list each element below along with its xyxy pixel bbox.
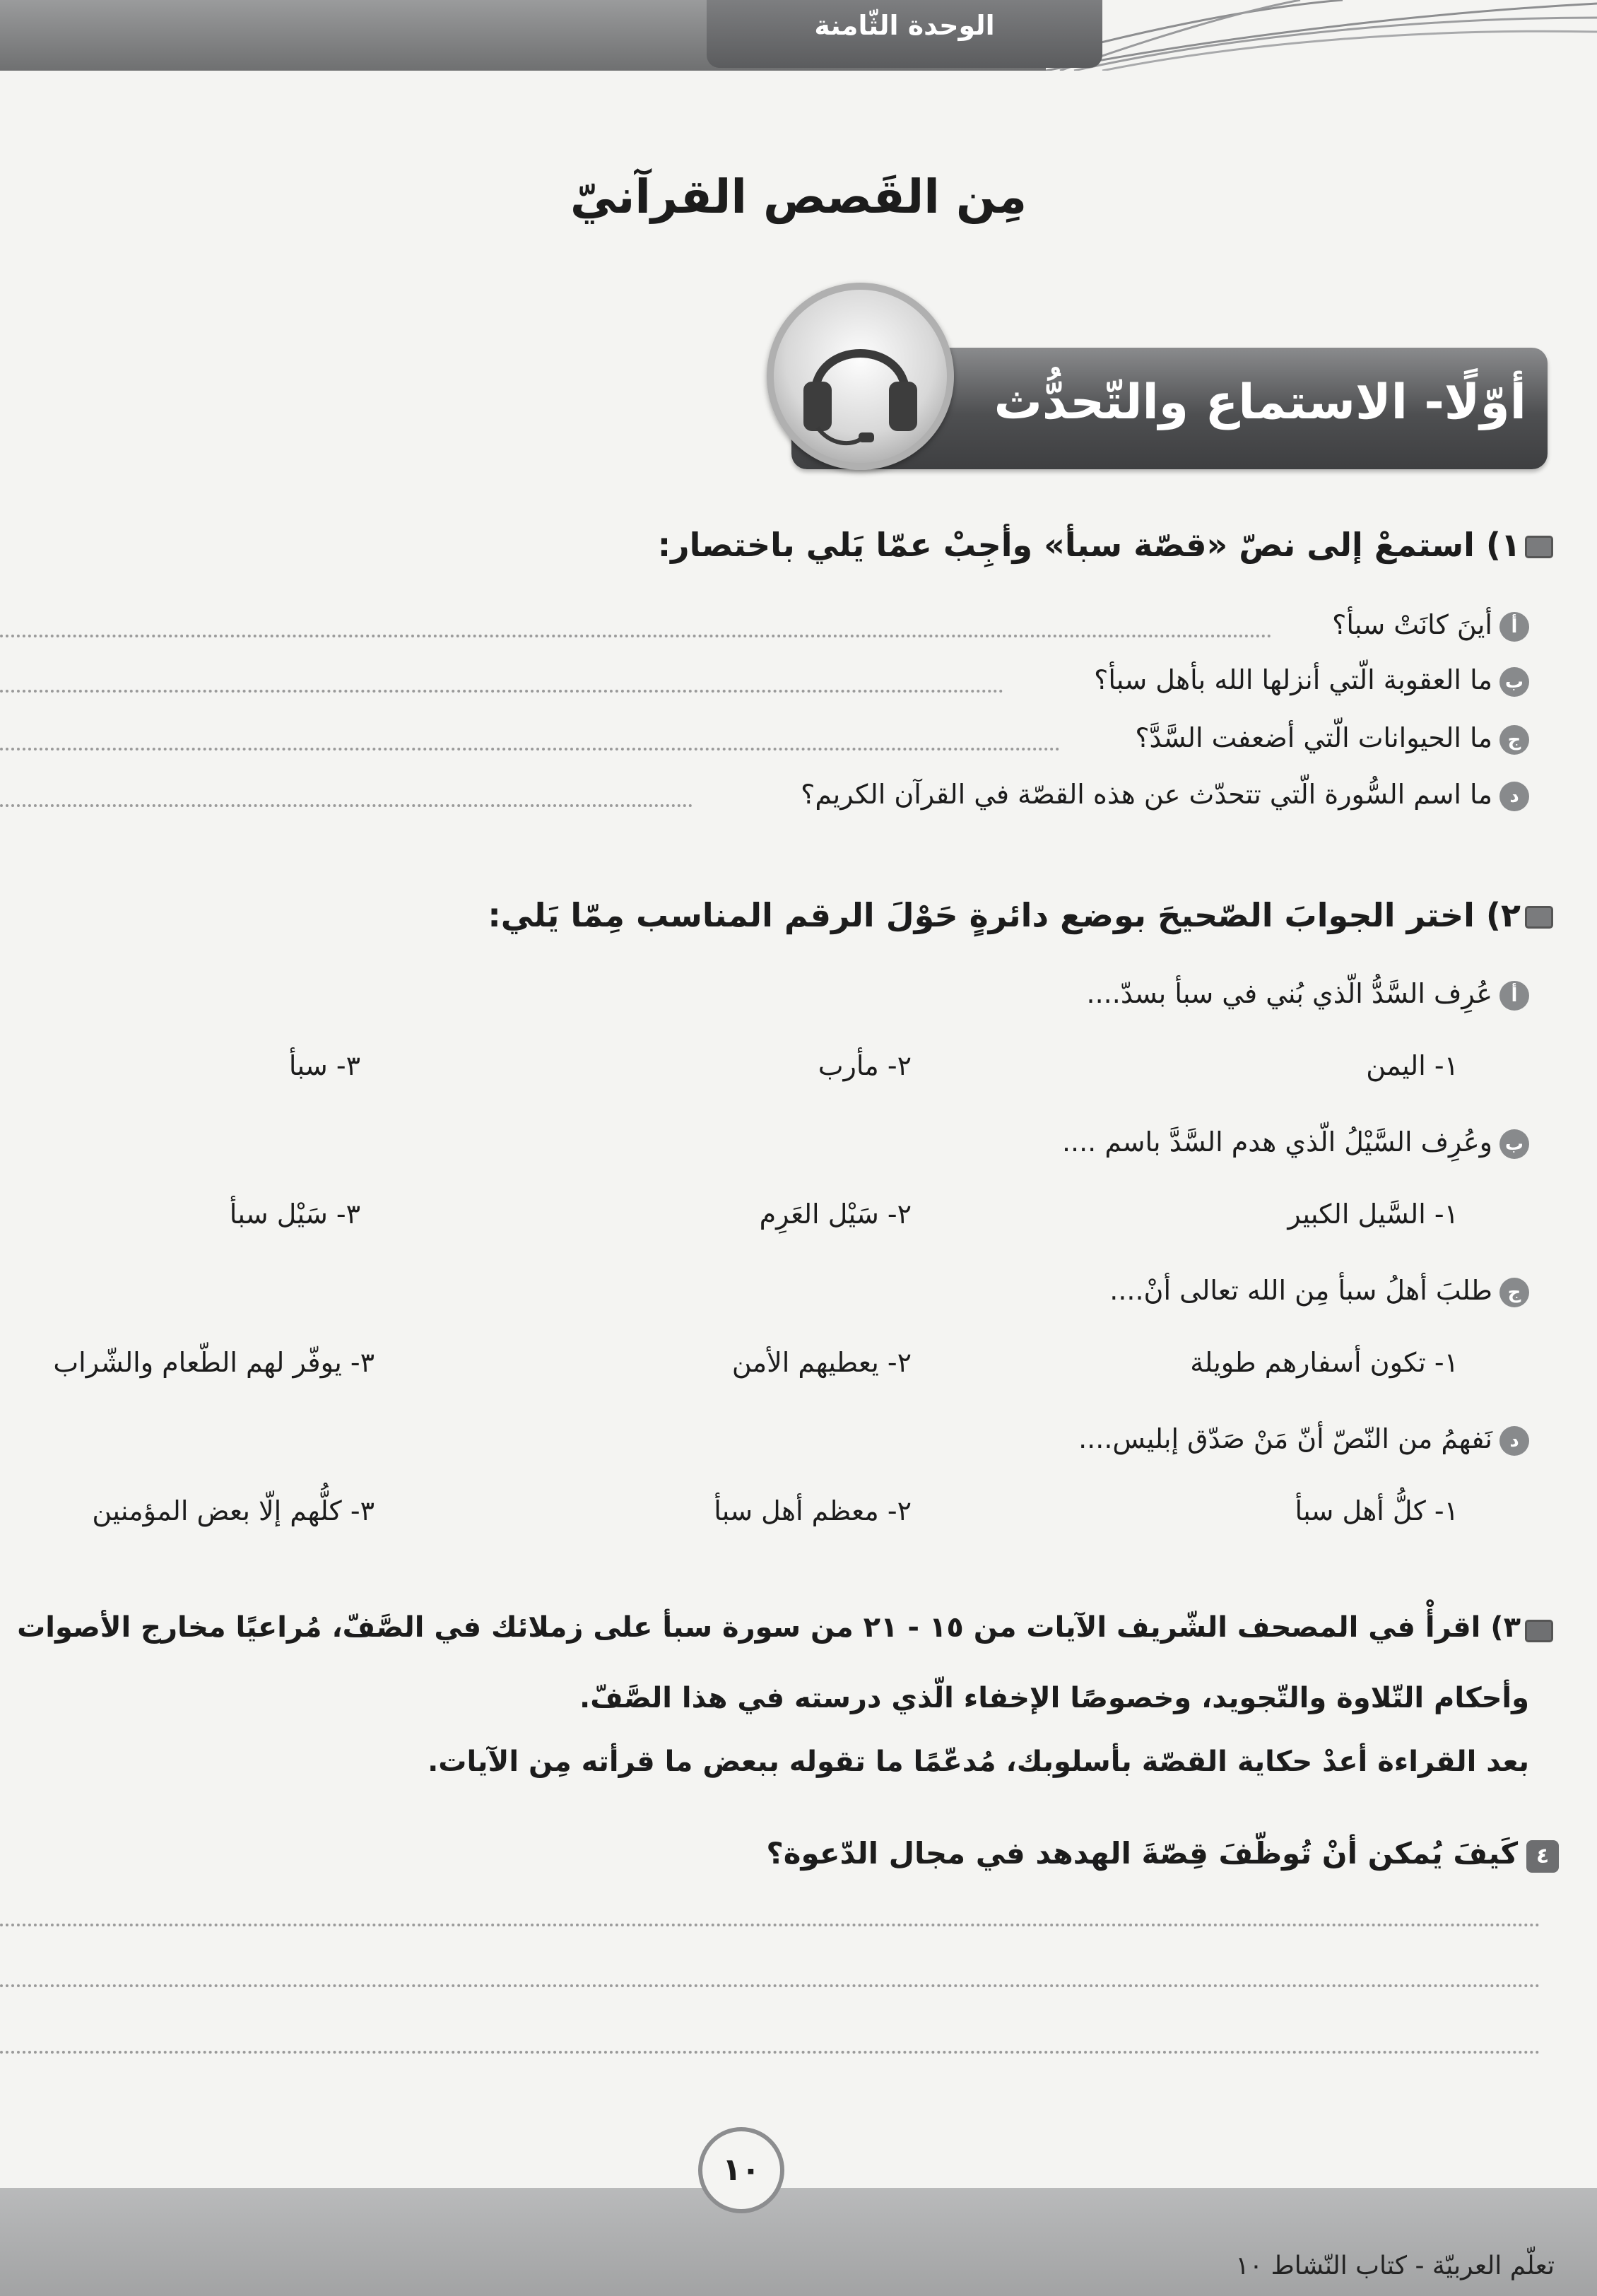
page-title: مِن القَصص القرآنيّ <box>570 170 1027 224</box>
answer-line[interactable] <box>0 804 693 807</box>
q4-title: كَيفَ يُمكن أنْ تُوظّفَ قِصّةَ الهدهد في مجال الدّعوة؟ <box>766 1836 1518 1871</box>
option-2[interactable]: ٢- معظم أهل سبأ <box>714 1495 912 1526</box>
q1-title: ١) استمعْ إلى نصّ «قصّة سبأ» وأجِبْ عمّا يَلي باختصار: <box>657 526 1521 564</box>
page-number: ١٠ <box>698 2127 784 2213</box>
footer-book-title: تعلّم العربيّة - كتاب النّشاط ١٠ <box>1235 2251 1555 2280</box>
option-1[interactable]: ١- السَّيل الكبير <box>1287 1199 1458 1230</box>
q4-number-badge: ٤ <box>1526 1840 1559 1873</box>
headphones-icon <box>788 311 933 452</box>
item-badge: ج <box>1499 725 1529 755</box>
item-badge: ب <box>1499 1129 1529 1159</box>
option-3[interactable]: ٣- كلُّهم إلّا بعض المؤمنين <box>92 1495 375 1526</box>
option-2[interactable]: ٢- يعطيهم الأمن <box>731 1347 912 1378</box>
option-1[interactable]: ١- اليمن <box>1366 1050 1458 1081</box>
option-1[interactable]: ١- تكون أسفارهم طويلة <box>1190 1347 1458 1378</box>
q2-title: ٢) اختر الجوابَ الصّحيحَ بوضع دائرةٍ حَوْلَ الرقم المناسب مِمّا يَلي: <box>488 896 1521 934</box>
q2-item-b: بوعُرِف السَّيْلُ الّذي هدم السَّدَّ باسم .... <box>1062 1126 1529 1159</box>
section-title: أوّلًا- الاستماع والتّحدُّث <box>994 375 1526 430</box>
item-badge: ج <box>1499 1278 1529 1307</box>
q1-item-d: دما اسم السُّورة الّتي تتحدّث عن هذه القصّة في القرآن الكريم؟ <box>801 779 1529 811</box>
q3-line-2: وأحكام التّلاوة والتّجويد، وخصوصًا الإخفاء الّذي درسته في هذا الصَّفّ. <box>579 1682 1529 1714</box>
answer-line[interactable] <box>0 635 1272 637</box>
answer-line[interactable] <box>0 1924 1540 1926</box>
answer-line[interactable] <box>0 748 1060 750</box>
q1-item-a: أأينَ كانَتْ سبأ؟ <box>1332 609 1529 642</box>
item-badge: د <box>1499 1426 1529 1456</box>
q3-line-1: ٣) اقرأْ في المصحف الشّريف الآيات من ١٥ - ٢١ من سورة سبأ على زملائك في الصَّفّ، مُراعيًا مخارج الأصوات <box>17 1611 1521 1644</box>
header-swoosh-lines <box>1046 0 1597 71</box>
q1-item-c: جما الحيوانات الّتي أضعفت السَّدَّ؟ <box>1135 722 1529 755</box>
q3-line-3: بعد القراءة أعدْ حكاية القصّة بأسلوبك، مُدعّمًا ما تقوله ببعض ما قرأته مِن الآيات. <box>428 1745 1529 1778</box>
option-2[interactable]: ٢- سَيْل العَرِم <box>759 1199 912 1230</box>
q2-item-d: دنَفهمُ من النّصّ أنّ مَنْ صَدّق إبليس.... <box>1078 1423 1529 1456</box>
cassette-icon <box>1525 906 1553 929</box>
answer-line[interactable] <box>0 2051 1540 2054</box>
option-1[interactable]: ١- كلُّ أهل سبأ <box>1295 1495 1458 1526</box>
option-3[interactable]: ٣- سَيْل سبأ <box>229 1199 360 1230</box>
answer-line[interactable] <box>0 1984 1540 1987</box>
reading-icon <box>1525 1620 1553 1642</box>
answer-line[interactable] <box>0 690 1003 693</box>
option-3[interactable]: ٣- سبأ <box>288 1050 360 1081</box>
unit-label: الوحدة الثّامنة <box>814 10 995 41</box>
item-badge: أ <box>1499 612 1529 642</box>
option-2[interactable]: ٢- مأرب <box>818 1050 912 1081</box>
item-badge: د <box>1499 782 1529 811</box>
item-badge: أ <box>1499 981 1529 1011</box>
option-3[interactable]: ٣- يوفّر لهم الطّعام والشّراب <box>53 1347 375 1378</box>
q2-item-a: أعُرِف السَّدُّ الّذي بُني في سبأ بسدّ.... <box>1087 978 1530 1011</box>
q1-item-b: بما العقوبة الّتي أنزلها الله بأهل سبأ؟ <box>1094 664 1529 697</box>
cassette-icon <box>1525 536 1553 558</box>
q2-item-c: جطلبَ أهلُ سبأ مِن الله تعالى أنْ.... <box>1109 1275 1529 1307</box>
item-badge: ب <box>1499 667 1529 697</box>
